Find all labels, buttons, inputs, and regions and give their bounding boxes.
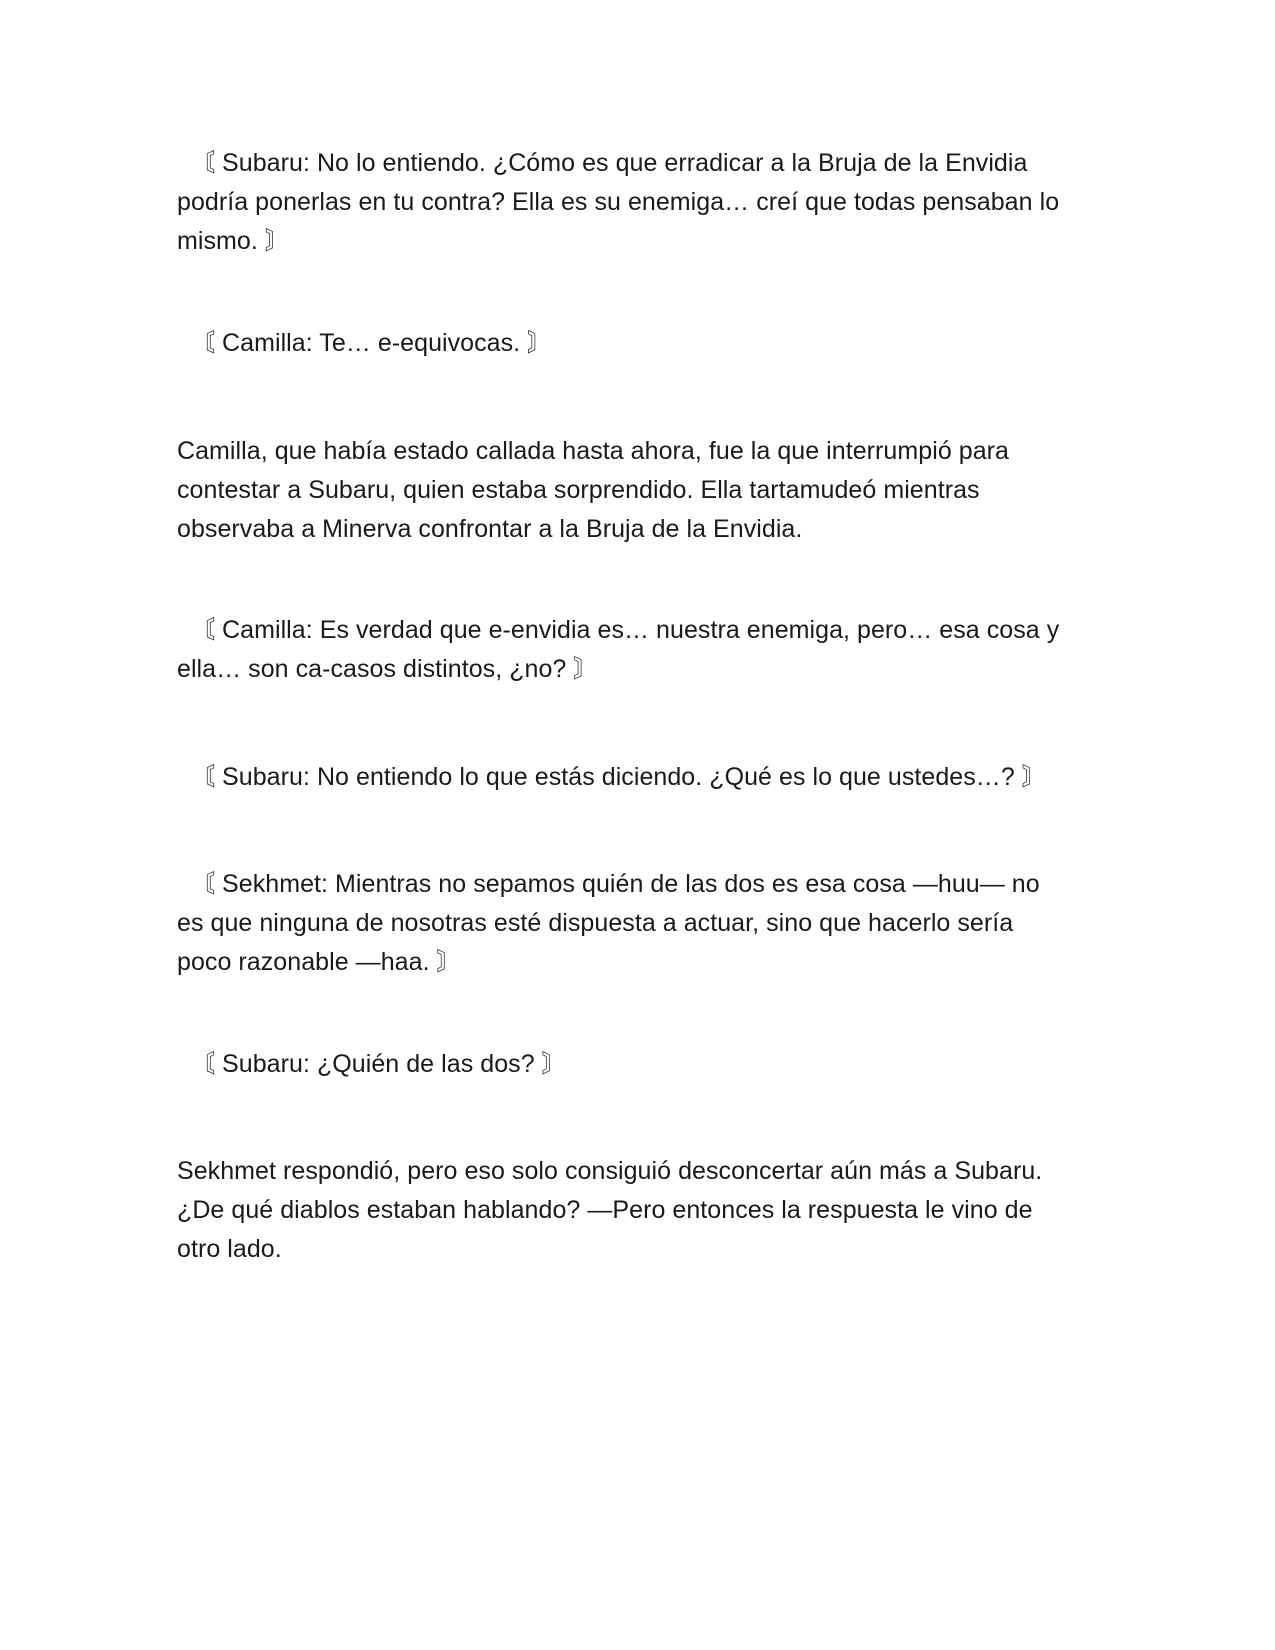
text-line: 〘 Subaru: No entiendo lo que estás diciendo. ¿Qué es lo que ustedes…? 〙	[190, 763, 1047, 791]
text-line: mismo. 〙	[177, 227, 290, 255]
text-line: ¿De qué diablos estaban hablando? —Pero entonces la respuesta le vino de	[177, 1196, 1033, 1224]
narration-paragraph-2	[177, 1152, 1117, 1269]
text-line: poco razonable —haa. 〙	[177, 948, 462, 976]
text-line: ella… son ca-casos distintos, ¿no? 〙	[177, 655, 599, 683]
narration-paragraph-1	[177, 432, 1117, 549]
text-line: 〘 Subaru: ¿Quién de las dos? 〙	[190, 1050, 567, 1078]
text-line: Sekhmet respondió, pero eso solo consiguió desconcertar aún más a Subaru.	[177, 1157, 1043, 1185]
dialogue-sekhmet-1	[177, 865, 1117, 982]
dialogue-subaru-2	[177, 758, 1117, 797]
text-line: Camilla, que había estado callada hasta ahora, fue la que interrumpió para	[177, 437, 1010, 465]
dialogue-subaru-1	[177, 144, 1117, 261]
text-line: observaba a Minerva confrontar a la Bruja de la Envidia.	[177, 515, 803, 543]
text-line: contestar a Subaru, quien estaba sorprendido. Ella tartamudeó mientras	[177, 476, 980, 504]
dialogue-camilla-2	[177, 611, 1117, 689]
text-line: 〘 Subaru: No lo entiendo. ¿Cómo es que erradicar a la Bruja de la Envidia	[190, 149, 1028, 177]
text-line: es que ninguna de nosotras esté dispuesta a actuar, sino que hacerlo sería	[177, 909, 1014, 937]
text-line: podría ponerlas en tu contra? Ella es su enemiga… creí que todas pensaban lo	[177, 188, 1060, 216]
dialogue-subaru-3	[177, 1045, 1117, 1084]
text-line: 〘 Camilla: Es verdad que e-envidia es… nuestra enemiga, pero… esa cosa y	[190, 616, 1060, 644]
text-line: 〘 Camilla: Te… e-equivocas. 〙	[190, 329, 553, 357]
text-line: otro lado.	[177, 1235, 282, 1263]
dialogue-camilla-1	[177, 324, 1117, 363]
text-line: 〘 Sekhmet: Mientras no sepamos quién de las dos es esa cosa —huu— no	[190, 870, 1040, 898]
